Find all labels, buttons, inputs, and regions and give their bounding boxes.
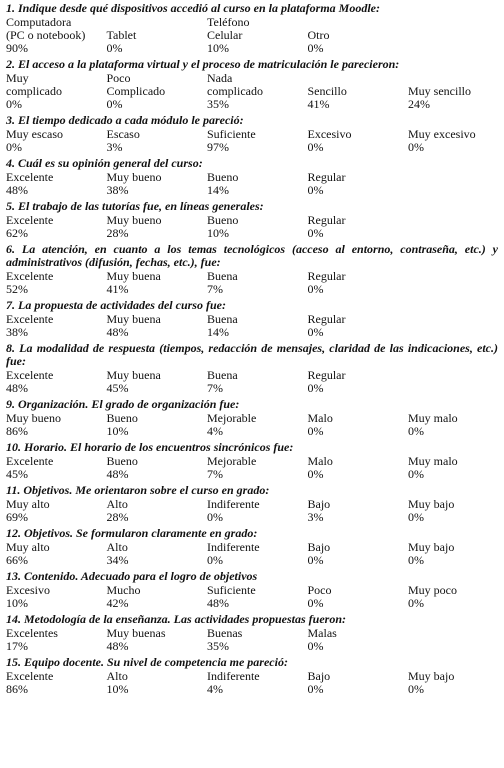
answer-option-label: Muy buena [106,368,161,382]
answer-option-label: Alto [106,540,128,554]
question-block [6,398,498,438]
answer-percentage: 0% [408,553,424,567]
answer-options-row [6,313,498,326]
answer-percentage: 10% [106,682,129,696]
question-title: 10. Horario. El horario de los encuentros sincrónicos fue: [6,440,294,454]
question-title: 2. El acceso a la plataforma virtual y el proceso de matriculación le parecieron: [6,57,400,71]
answer-option-label: Buena [207,269,238,283]
question-block [6,243,498,296]
answer-option-label: Nada complicado [207,71,263,98]
answer-option-label: Muy malo [408,411,458,425]
answer-option-label: Muy buena [106,269,161,283]
answer-option-label: Mejorable [207,411,257,425]
answer-option-label: Regular [307,312,346,326]
answer-percentages-row [6,98,498,111]
answer-percentage: 14% [207,325,229,339]
question-title: 4. Cuál es su opinión general del curso: [6,156,203,170]
answer-percentage: 4% [207,424,223,438]
answer-percentages-row [6,425,498,438]
answer-percentage: 0% [6,97,22,111]
answer-percentage: 69% [6,510,28,524]
answer-percentage: 0% [106,41,123,55]
question-block [6,2,498,55]
answer-option-label: Excelente [6,669,54,683]
answer-option-label: Bajo [307,540,331,554]
answer-percentage: 42% [106,596,129,610]
answer-percentage: 0% [307,381,324,395]
answer-percentages-row [6,227,498,240]
answer-percentage: 86% [6,682,28,696]
answer-percentages-row [6,597,498,610]
answer-option-label: Muy alto [6,497,50,511]
answer-option-label: Muy malo [408,454,458,468]
answer-option-label: Tablet [106,28,137,42]
answer-option-label: Muy poco [408,583,457,597]
answer-percentage: 0% [106,97,123,111]
answer-option-label: Regular [307,170,346,184]
answer-option-label: Buena [207,368,238,382]
answer-option-label: Excesivo [6,583,50,597]
answer-options-row [6,369,498,382]
answer-options-row [6,455,498,468]
answer-options-row [6,72,498,98]
question-block [6,570,498,610]
answer-options-row [6,670,498,683]
answer-percentage: 0% [307,553,324,567]
answer-percentage: 45% [106,381,129,395]
question-title: 6. La atención, en cuanto a los temas tecnológicos (acceso al entorno, contraseña, etc.) y administrativos (difusión, fechas, etc.), fue: [6,242,498,269]
question-block [6,157,498,197]
answer-option-label: Muy bueno [6,411,61,425]
answer-options-row [6,128,498,141]
answer-percentages-row [6,683,498,696]
answer-percentage: 4% [207,682,223,696]
answer-percentage: 0% [307,226,324,240]
answer-option-label: Bueno [207,170,239,184]
answer-percentage: 7% [207,467,223,481]
answer-option-label: Excelente [6,213,54,227]
answer-option-label: Muy buenas [106,626,166,640]
answer-percentage: 86% [6,424,28,438]
answer-percentage: 52% [6,282,28,296]
answer-option-label: Indiferente [207,540,260,554]
answer-option-label: Excelente [6,269,54,283]
answer-percentages-row [6,468,498,481]
answer-percentages-row [6,640,498,653]
answer-option-label: Sencillo [307,84,347,98]
answer-percentages-row [6,141,498,154]
answer-percentage: 0% [207,510,223,524]
question-title: 13. Contenido. Adecuado para el logro de objetivos [6,569,258,583]
answer-option-label: Regular [307,269,346,283]
answer-option-label: Muy excesivo [408,127,476,141]
answer-percentage: 45% [6,467,28,481]
answer-percentages-row [6,42,498,55]
answer-percentage: 34% [106,553,129,567]
answer-option-label: Regular [307,368,346,382]
answer-percentage: 0% [307,596,324,610]
answer-options-row [6,16,498,42]
answer-option-label: Malo [307,454,333,468]
answer-percentage: 0% [207,553,223,567]
answer-percentage: 7% [207,282,223,296]
answer-percentage: 97% [207,140,229,154]
answer-option-label: Mejorable [207,454,257,468]
answer-percentage: 0% [307,140,324,154]
question-title: 3. El tiempo dedicado a cada módulo le pareció: [6,113,244,127]
question-title: 1. Indique desde qué dispositivos accedió al curso en la plataforma Moodle: [6,1,380,15]
answer-percentage: 0% [408,467,424,481]
answer-percentage: 41% [106,282,129,296]
answer-percentage: 24% [408,97,430,111]
answer-option-label: Muy buena [106,312,161,326]
question-block [6,484,498,524]
answer-percentage: 62% [6,226,28,240]
answer-option-label: Muy bajo [408,669,455,683]
answer-percentage: 3% [307,510,324,524]
answer-options-row [6,214,498,227]
answer-percentages-row [6,511,498,524]
question-title: 11. Objetivos. Me orientaron sobre el curso en grado: [6,483,270,497]
answer-option-label: Muy bajo [408,497,455,511]
answer-options-row [6,270,498,283]
answer-percentage: 48% [106,467,129,481]
answer-percentage: 0% [307,183,324,197]
answer-option-label: Suficiente [207,583,256,597]
answer-options-row [6,584,498,597]
answer-percentage: 0% [408,424,424,438]
answer-option-label: Otro [307,28,330,42]
answer-options-row [6,171,498,184]
answer-percentage: 0% [307,325,324,339]
answer-option-label: Muy bueno [106,170,162,184]
answer-percentages-row [6,382,498,395]
question-block [6,200,498,240]
answer-percentage: 0% [307,639,324,653]
answer-option-label: Muy escaso [6,127,63,141]
question-block [6,58,498,111]
answer-option-label: Muy alto [6,540,50,554]
answer-percentage: 35% [207,97,229,111]
answer-option-label: Bajo [307,669,331,683]
answer-percentage: 10% [6,596,28,610]
answer-percentage: 0% [408,682,424,696]
answer-percentage: 0% [307,41,324,55]
answer-option-label: Computadora (PC o notebook) [6,15,86,42]
answer-percentage: 0% [307,424,324,438]
answer-percentage: 48% [106,325,129,339]
answer-option-label: Malo [307,411,333,425]
answer-percentage: 0% [6,140,22,154]
answer-percentage: 38% [6,325,28,339]
answer-option-label: Regular [307,213,346,227]
answer-percentage: 41% [307,97,330,111]
answer-option-label: Excelentes [6,626,58,640]
answer-percentage: 0% [307,282,324,296]
answer-percentages-row [6,184,498,197]
answer-option-label: Bueno [106,411,138,425]
answer-percentage: 48% [6,381,28,395]
answer-percentage: 3% [106,140,123,154]
question-title: 7. La propuesta de actividades del curso fue: [6,298,226,312]
answer-option-label: Excelente [6,368,54,382]
answer-option-label: Buena [207,312,238,326]
answer-option-label: Buenas [207,626,243,640]
answer-option-label: Bueno [207,213,239,227]
answer-options-row [6,541,498,554]
question-block [6,656,498,696]
answer-option-label: Poco Complicado [106,71,166,98]
question-title: 9. Organización. El grado de organización fue: [6,397,240,411]
answer-option-label: Excesivo [307,127,352,141]
question-title: 8. La modalidad de respuesta (tiempos, redacción de mensajes, claridad de las indicaciones, etc.) fue: [6,341,498,368]
answer-option-label: Indiferente [207,497,260,511]
answer-percentage: 0% [408,510,424,524]
answer-percentage: 0% [408,596,424,610]
answer-option-label: Suficiente [207,127,256,141]
answer-percentage: 10% [207,226,229,240]
question-block [6,441,498,481]
answer-percentage: 90% [6,41,28,55]
question-title: 12. Objetivos. Se formularon claramente en grado: [6,526,258,540]
answer-option-label: Mucho [106,583,141,597]
answer-percentage: 0% [408,140,424,154]
question-block [6,299,498,339]
question-block [6,527,498,567]
answer-option-label: Excelente [6,312,54,326]
question-title: 5. El trabajo de las tutorías fue, en líneas generales: [6,199,264,213]
question-title: 15. Equipo docente. Su nivel de competencia me pareció: [6,655,288,669]
answer-percentage: 10% [207,41,229,55]
answer-percentage: 10% [106,424,129,438]
answer-option-label: Excelente [6,170,54,184]
answer-option-label: Alto [106,497,128,511]
answer-option-label: Alto [106,669,128,683]
answer-option-label: Muy complicado [6,71,62,98]
question-block [6,114,498,154]
answer-option-label: Bueno [106,454,138,468]
answer-option-label: Muy bueno [106,213,162,227]
answer-option-label: Escaso [106,127,140,141]
answer-options-row [6,412,498,425]
answer-option-label: Muy sencillo [408,84,471,98]
answer-percentage: 7% [207,381,223,395]
answer-percentage: 38% [106,183,129,197]
answer-percentage: 48% [106,639,129,653]
answer-percentage: 48% [207,596,229,610]
answer-options-row [6,498,498,511]
answer-option-label: Indiferente [207,669,260,683]
answer-percentages-row [6,326,498,339]
answer-option-label: Teléfono Celular [207,15,250,42]
answer-percentage: 28% [106,510,129,524]
answer-percentage: 48% [6,183,28,197]
answer-percentages-row [6,283,498,296]
answer-option-label: Excelente [6,454,54,468]
answer-percentage: 17% [6,639,28,653]
question-block [6,613,498,653]
answer-percentage: 66% [6,553,28,567]
answer-percentage: 14% [207,183,229,197]
answer-option-label: Muy bajo [408,540,455,554]
answer-option-label: Bajo [307,497,331,511]
answer-percentage: 35% [207,639,229,653]
question-block [6,342,498,395]
question-title: 14. Metodología de la enseñanza. Las actividades propuestas fueron: [6,612,347,626]
answer-option-label: Poco [307,583,332,597]
answer-option-label: Malas [307,626,337,640]
answer-percentage: 0% [307,467,324,481]
answer-options-row [6,627,498,640]
answer-percentage: 28% [106,226,129,240]
answer-percentage: 0% [307,682,324,696]
answer-percentages-row [6,554,498,567]
